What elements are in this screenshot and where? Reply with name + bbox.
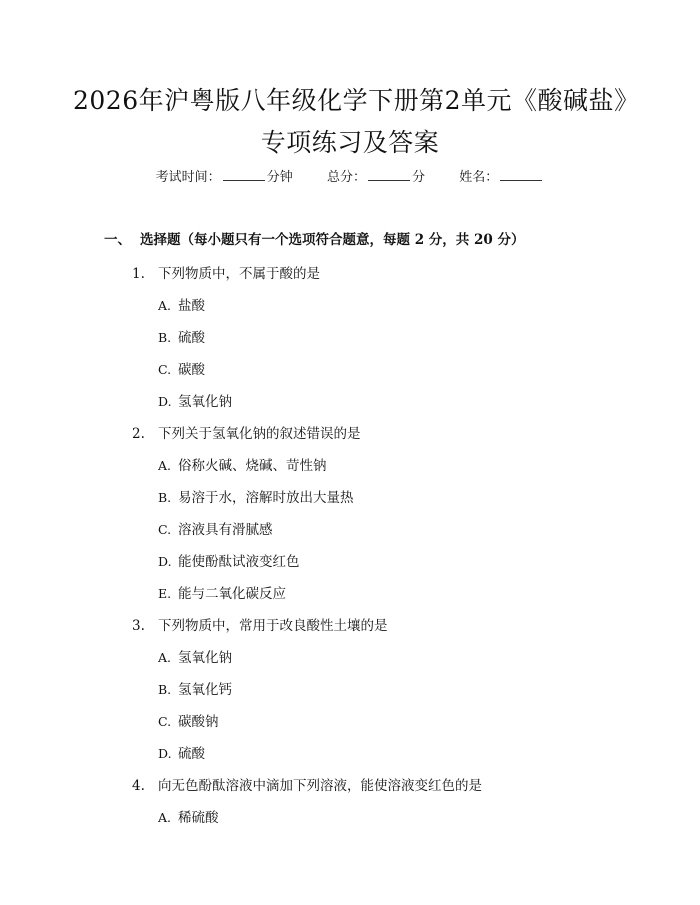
question-1-option-b[interactable]	[158, 326, 205, 346]
total-score-blank[interactable]	[368, 168, 410, 181]
option-text: 硫酸	[178, 746, 205, 762]
question-3-option-d[interactable]	[158, 742, 205, 762]
question-text: 下列物质中，常用于改良酸性土壤的是	[158, 618, 388, 634]
question-3	[132, 614, 388, 634]
option-letter: D.	[158, 394, 172, 409]
question-2-option-b[interactable]	[158, 486, 354, 506]
option-letter: C.	[158, 522, 172, 537]
option-letter: D.	[158, 554, 172, 569]
option-text: 俗称火碱、烧碱、苛性钠	[178, 458, 327, 474]
option-text: 溶液具有滑腻感	[178, 522, 273, 538]
exam-time-label: 考试时间：	[155, 170, 221, 185]
question-number: 3.	[132, 618, 145, 634]
option-letter: B.	[158, 330, 172, 345]
option-letter: A.	[158, 650, 172, 665]
section-number: 一、	[104, 232, 131, 248]
question-4	[132, 774, 482, 794]
option-letter: B.	[158, 490, 172, 505]
option-text: 氢氧化钠	[178, 650, 232, 666]
question-2-option-c[interactable]	[158, 518, 273, 538]
exam-info-line	[0, 168, 700, 188]
option-letter: B.	[158, 682, 172, 697]
question-1	[132, 262, 320, 282]
option-text: 稀硫酸	[178, 810, 219, 826]
option-text: 碳酸钠	[178, 714, 219, 730]
question-1-option-d[interactable]	[158, 390, 232, 410]
student-name-blank[interactable]	[500, 168, 542, 181]
question-1-option-a[interactable]	[158, 294, 205, 314]
option-text: 硫酸	[178, 330, 205, 346]
option-text: 易溶于水，溶解时放出大量热	[178, 490, 354, 506]
option-letter: A.	[158, 810, 172, 825]
option-text: 能使酚酞试液变红色	[178, 554, 300, 570]
option-letter: C.	[158, 362, 172, 377]
exam-time-blank[interactable]	[223, 168, 265, 181]
question-text: 下列物质中，不属于酸的是	[158, 266, 320, 282]
option-text: 能与二氧化碳反应	[178, 586, 286, 602]
option-text: 氢氧化钠	[178, 394, 232, 410]
option-text: 碳酸	[178, 362, 205, 378]
question-3-option-c[interactable]	[158, 710, 219, 730]
question-text: 向无色酚酞溶液中滴加下列溶液，能使溶液变红色的是	[158, 778, 482, 794]
option-text: 氢氧化钙	[178, 682, 232, 698]
question-number: 1.	[132, 266, 145, 282]
section-title: 选择题（每小题只有一个选项符合题意，每题 2 分，共 20 分）	[140, 232, 525, 248]
total-score-label: 总分：	[326, 170, 366, 185]
exam-time-unit: 分钟	[266, 170, 293, 185]
question-3-option-a[interactable]	[158, 646, 232, 666]
question-3-option-b[interactable]	[158, 678, 232, 698]
option-letter: A.	[158, 458, 172, 473]
question-1-option-c[interactable]	[158, 358, 205, 378]
question-number: 2.	[132, 426, 145, 442]
option-letter: E.	[158, 586, 172, 601]
option-letter: A.	[158, 298, 172, 313]
question-2-option-e[interactable]	[158, 582, 286, 602]
section-heading	[104, 228, 524, 248]
option-text: 盐酸	[178, 298, 205, 314]
page-title: 2026年沪粤版八年级化学下册第2单元《酸碱盐》专项练习及答案	[72, 86, 628, 157]
question-2-option-d[interactable]	[158, 550, 300, 570]
option-letter: C.	[158, 714, 172, 729]
question-4-option-a[interactable]	[158, 806, 219, 826]
student-name-label: 姓名：	[459, 170, 499, 185]
total-score-unit: 分	[412, 170, 426, 185]
option-letter: D.	[158, 746, 172, 761]
question-2-option-a[interactable]	[158, 454, 327, 474]
question-number: 4.	[132, 778, 145, 794]
question-2	[132, 422, 361, 442]
question-text: 下列关于氢氧化钠的叙述错误的是	[158, 426, 361, 442]
